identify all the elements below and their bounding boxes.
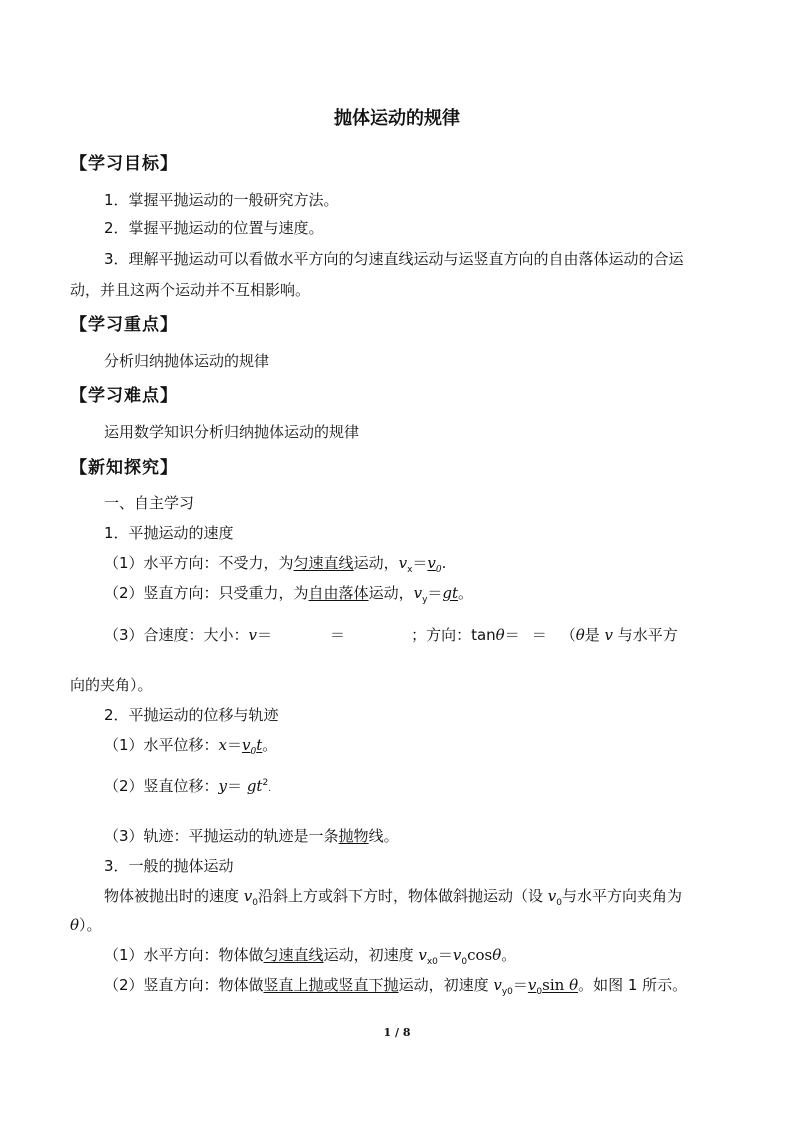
blank-answer: 匀速直线 — [293, 554, 354, 572]
displacement-vertical-line: （2）竖直位移：$y= gt^2$. — [104, 777, 272, 795]
section-heading-explore: 【新知探究】 — [70, 458, 178, 478]
general-horizontal-line: （1）水平方向：物体做匀速直线运动，初速度 $v_{x0}=v_0\cos\theta$。 — [104, 946, 517, 967]
speed-horizontal-line: （1）水平方向：不受力，为匀速直线运动，$v_x=v_0$. — [104, 554, 447, 575]
blank-answer: $v_0t$ — [242, 736, 263, 757]
displacement-horizontal-line: （1）水平位移：$x=v_0t$。 — [104, 736, 278, 757]
blank-answer: $v_0$ — [427, 554, 442, 575]
section-heading-difficulty: 【学习难点】 — [70, 386, 178, 406]
blank-answer: 自由落体 — [308, 584, 369, 602]
goal-item-3-cont: 动，并且这两个运动并不互相影响。 — [70, 281, 311, 299]
displacement-heading: 2．平抛运动的位移与轨迹 — [104, 706, 279, 724]
difficulty-text: 运用数学知识分析归纳抛体运动的规律 — [104, 423, 360, 441]
blank-answer: 抛物 — [338, 827, 369, 845]
trajectory-line: （3）轨迹：平抛运动的轨迹是一条抛物线。 — [104, 827, 399, 845]
speed-heading: 1．平抛运动的速度 — [104, 524, 234, 542]
speed-resultant-cont: 向的夹角）。 — [70, 676, 153, 694]
goal-item-1: 1．掌握平抛运动的一般研究方法。 — [104, 191, 339, 209]
general-vertical-line: （2）竖直方向：物体做竖直上抛或竖直下抛运动，初速度 $v_{y0}=v_0\sin$ θ。如图 1 所示。 — [104, 976, 688, 997]
blank-answer: 匀速直线 — [263, 946, 324, 964]
blank-answer: $v_0\sin$ θ — [527, 976, 579, 997]
speed-vertical-line: （2）竖直方向：只受重力，为自由落体运动，$v_y=gt$。 — [104, 584, 474, 605]
goal-item-3: 3．理解平抛运动可以看做水平方向的匀速直线运动与运竖直方向的自由落体运动的合运 — [104, 250, 684, 268]
general-text-line-2: θ）。 — [70, 916, 102, 934]
blank-answer: gt — [442, 584, 459, 602]
blank-answer: 竖直上抛或竖直下抛 — [263, 976, 399, 994]
focus-text: 分析归纳抛体运动的规律 — [104, 352, 270, 370]
part-heading: 一、自主学习 — [104, 494, 195, 512]
general-text-line-1: 物体被抛出时的速度 $v_0$沿斜上方或斜下方时，物体做斜抛运动（设 $v_0$与水平方向夹角为 — [104, 887, 683, 908]
general-heading: 3．一般的抛体运动 — [104, 857, 234, 875]
speed-resultant-line: （3）合速度：大小：v＝ ＝ ；方向：tanθ＝ ＝ （θ是 v 与水平方 — [104, 626, 678, 644]
section-heading-focus: 【学习重点】 — [70, 315, 178, 335]
page-title: 抛体运动的规律 — [334, 108, 460, 129]
section-heading-goals: 【学习目标】 — [70, 154, 178, 174]
page-number: 1 / 8 — [383, 1026, 411, 1039]
goal-item-2: 2．掌握平抛运动的位置与速度。 — [104, 219, 324, 237]
